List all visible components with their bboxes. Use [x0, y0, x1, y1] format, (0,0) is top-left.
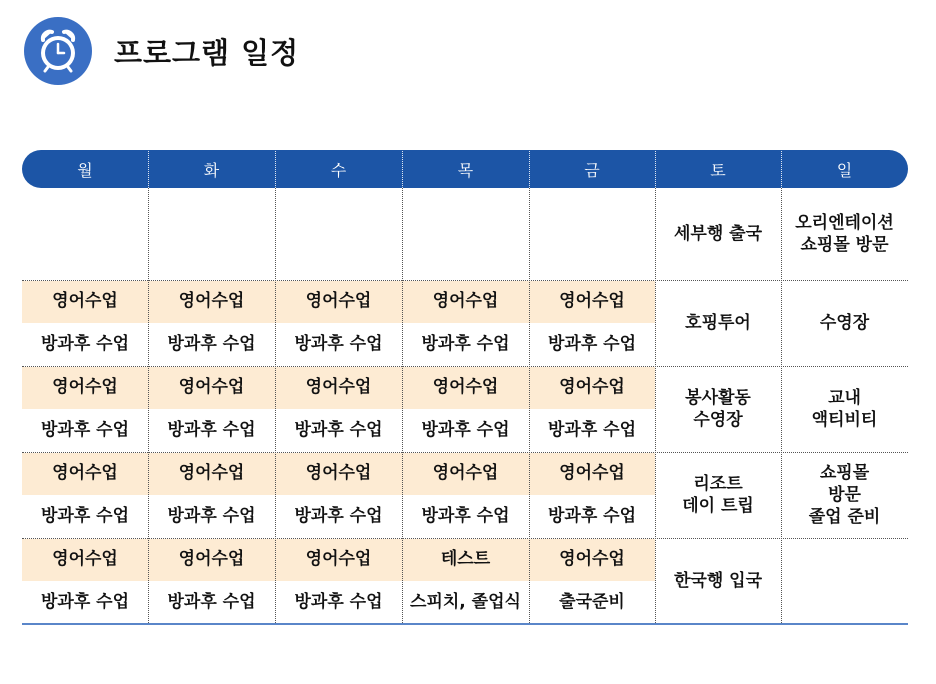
am-class-cell: 영어수업 — [178, 463, 245, 483]
pm-class-cell: 방과후 수업 — [547, 506, 637, 526]
pm-class-cell: 방과후 수업 — [294, 420, 383, 440]
am-class-cell: 영어수업 — [305, 377, 372, 397]
pm-class-cell: 방과후 수업 — [40, 506, 130, 526]
pm-class-cell: 방과후 수업 — [167, 420, 256, 440]
pm-class-cell: 방과후 수업 — [421, 420, 510, 440]
alarm-clock-icon — [24, 17, 92, 85]
saturday-activity-cell: 봉사활동 수영장 — [685, 388, 751, 430]
pm-class-cell: 방과후 수업 — [167, 506, 256, 526]
pm-class-cell: 방과후 수업 — [294, 334, 383, 354]
saturday-activity-cell: 한국행 입국 — [673, 571, 763, 591]
am-class-cell: 영어수업 — [559, 549, 625, 569]
pm-class-cell: 방과후 수업 — [167, 334, 256, 354]
pm-class-cell: 스피치, 졸업식 — [410, 592, 521, 612]
am-class-cell: 영어수업 — [178, 291, 245, 311]
pm-class-cell: 방과후 수업 — [40, 420, 130, 440]
sunday-activity-cell: 교내 액티비티 — [811, 388, 878, 430]
pm-class-cell: 출국준비 — [559, 592, 625, 612]
saturday-activity-cell: 리조트 데이 트립 — [682, 474, 754, 516]
saturday-activity-cell: 호핑투어 — [685, 313, 751, 333]
am-class-cell: 테스트 — [440, 549, 491, 569]
pm-class-cell: 방과후 수업 — [40, 592, 130, 612]
pm-class-cell: 방과후 수업 — [421, 334, 510, 354]
header-divider — [275, 142, 276, 194]
sunday-activity-cell: 수영장 — [819, 313, 870, 333]
pm-class-cell: 방과후 수업 — [294, 506, 383, 526]
pm-class-cell: 방과후 수업 — [40, 334, 130, 354]
am-class-cell: 영어수업 — [52, 549, 118, 569]
day-header-1: 월 — [77, 160, 93, 180]
am-class-cell: 영어수업 — [178, 549, 245, 569]
am-class-cell: 영어수업 — [52, 291, 118, 311]
header-divider — [655, 142, 656, 194]
am-class-cell: 영어수업 — [559, 463, 625, 483]
header-divider — [781, 142, 782, 194]
am-class-cell: 영어수업 — [432, 463, 499, 483]
am-class-cell: 영어수업 — [559, 291, 625, 311]
am-class-cell: 영어수업 — [178, 377, 245, 397]
am-class-cell: 영어수업 — [432, 291, 499, 311]
day-header-5: 금 — [584, 160, 600, 180]
intro-sat-cell: 세부행 출국 — [673, 224, 763, 244]
pm-class-cell: 방과후 수업 — [421, 506, 510, 526]
pm-class-cell: 방과후 수업 — [294, 592, 383, 612]
day-header-7: 일 — [836, 160, 853, 180]
day-header-2: 화 — [203, 160, 220, 180]
sunday-activity-cell — [781, 538, 908, 624]
page-title: 프로그램 일정 — [114, 35, 300, 70]
header-divider — [148, 142, 149, 194]
pm-class-cell: 방과후 수업 — [547, 334, 637, 354]
am-class-cell: 영어수업 — [52, 463, 118, 483]
day-header-6: 토 — [710, 160, 726, 180]
am-class-cell: 영어수업 — [432, 377, 499, 397]
am-class-cell: 영어수업 — [305, 463, 372, 483]
pm-class-cell: 방과후 수업 — [167, 592, 256, 612]
am-class-cell: 영어수업 — [305, 549, 372, 569]
intro-sun-cell: 오리엔테이션 쇼핑몰 방문 — [795, 213, 894, 255]
header-divider — [529, 142, 530, 194]
title-area — [24, 16, 299, 86]
am-class-cell: 영어수업 — [52, 377, 118, 397]
pm-class-cell: 방과후 수업 — [547, 420, 637, 440]
day-header-3: 수 — [330, 160, 347, 180]
sunday-activity-cell: 쇼핑몰 방문 졸업 준비 — [808, 463, 881, 527]
am-class-cell: 영어수업 — [559, 377, 625, 397]
header-divider — [402, 142, 403, 194]
day-header-4: 목 — [457, 160, 474, 180]
am-class-cell: 영어수업 — [305, 291, 372, 311]
